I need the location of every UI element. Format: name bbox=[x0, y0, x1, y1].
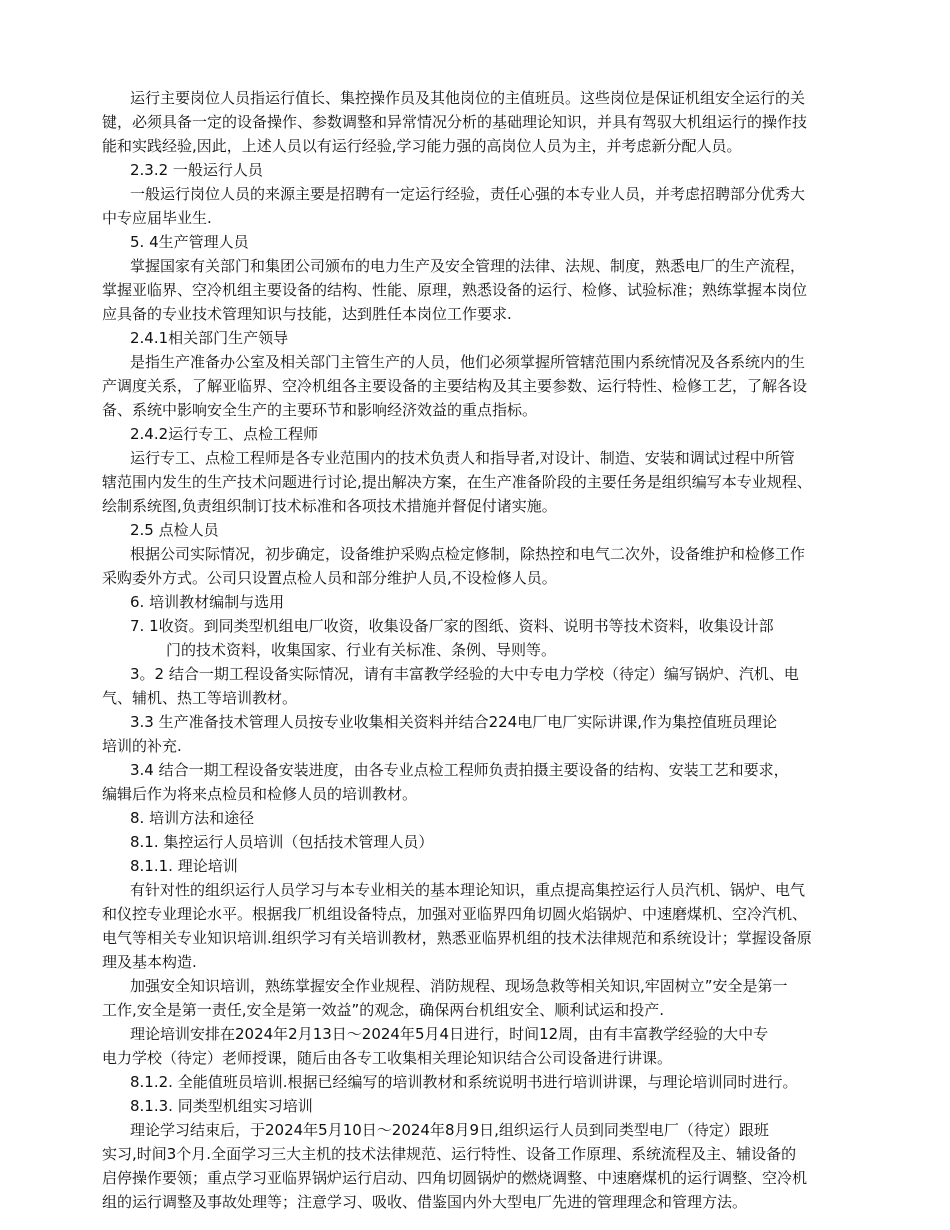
text-line: 产调度关系，了解亚临界、空冷机组各主要设备的主要结构及其主要参数、运行特性、检修工艺，了解各设 bbox=[102, 377, 808, 395]
text-line: 7. 1收资。到同类型机组电厂收资，收集设备厂家的图纸、资料、说明书等技术资料，收集设计部 bbox=[130, 617, 774, 635]
document-page bbox=[102, 86, 862, 1214]
text-line: 3。2 结合一期工程设备实际情况，请有丰富教学经验的大中专电力学校（待定）编写锅炉、汽机、电 bbox=[130, 665, 799, 683]
text-line: 8. 培训方法和途径 bbox=[130, 809, 255, 827]
text-line: 掌握国家有关部门和集团公司颁布的电力生产及安全管理的法律、法规、制度，熟悉电厂的生产流程， bbox=[130, 257, 806, 275]
text-line: 电气等相关专业知识培训.组织学习有关培训教材，熟悉亚临界机组的技术法律规范和系统设计；掌握设备原 bbox=[102, 929, 812, 947]
text-line: 气、辅机、热工等培训教材。 bbox=[102, 689, 298, 707]
text-line: 组的运行调整及事故处理等；注意学习、吸收、借鉴国内外大型电厂先进的管理理念和管理方法。 bbox=[102, 1193, 748, 1211]
text-line: 编辑后作为将来点检员和检修人员的培训教材。 bbox=[102, 785, 418, 803]
text-line: 能和实践经验,因此，上述人员以有运行经验,学习能力强的高岗位人员为主，并考虑新分配人员。 bbox=[102, 137, 742, 155]
text-line: 加强安全知识培训，熟练掌握安全作业规程、消防规程、现场急救等相关知识,牢固树立”安全是第一 bbox=[130, 977, 788, 995]
text-line: 辖范围内发生的生产技术问题进行讨论,提出解决方案，在生产准备阶段的主要任务是组织编写本专业规程、 bbox=[102, 473, 812, 491]
text-line: 掌握亚临界、空冷机组主要设备的结构、性能、原理，熟悉设备的运行、检修、试验标准；熟练掌握本岗位 bbox=[102, 281, 808, 299]
text-line: 电力学校（待定）老师授课，随后由各专工收集相关理论知识结合公司设备进行讲课。 bbox=[102, 1049, 673, 1067]
text-line: 采购委外方式。公司只设置点检人员和部分维护人员,不设检修人员。 bbox=[102, 569, 557, 587]
text-line: 2.5 点检人员 bbox=[130, 521, 219, 539]
text-line: 8.1.2. 全能值班员培训.根据已经编写的培训教材和系统说明书进行培训讲课，与理论培训同时进行。 bbox=[130, 1073, 798, 1091]
text-line: 8.1. 集控运行人员培训（包括技术管理人员） bbox=[130, 833, 434, 851]
text-line: 一般运行岗位人员的来源主要是招聘有一定运行经验，责任心强的本专业人员，并考虑招聘部分优秀大 bbox=[130, 185, 806, 203]
text-line: 2.3.2 一般运行人员 bbox=[130, 161, 263, 179]
text-line: 5. 4生产管理人员 bbox=[130, 233, 249, 251]
text-line: 根据公司实际情况，初步确定，设备维护采购点检定修制，除热控和电气二次外，设备维护和检修工作 bbox=[130, 545, 806, 563]
text-line: 理及基本构造. bbox=[102, 953, 197, 971]
text-line: 理论培训安排在2024年2月13日～2024年5月4日进行，时间12周，由有丰富教学经验的大中专 bbox=[130, 1025, 769, 1043]
text-line: 和仪控专业理论水平。根据我厂机组设备特点，加强对亚临界四角切圆火焰锅炉、中速磨煤机、空冷汽机、 bbox=[102, 905, 808, 923]
text-line: 理论学习结束后，于2024年5月10日～2024年8月9日,组织运行人员到同类型电厂（待定）跟班 bbox=[130, 1121, 769, 1139]
text-line: 启停操作要领；重点学习亚临界锅炉运行启动、四角切圆锅炉的燃烧调整、中速磨煤机的运行调整、空冷机 bbox=[102, 1169, 808, 1187]
text-line: 绘制系统图,负责组织制订技术标准和各项技术措施并督促付诸实施。 bbox=[102, 497, 557, 515]
text-line: 备、系统中影响安全生产的主要环节和影响经济效益的重点指标。 bbox=[102, 401, 538, 419]
text-line: 3.3 生产准备技术管理人员按专业收集相关资料并结合224电厂电厂实际讲课,作为集控值班员理论 bbox=[130, 713, 778, 731]
text-line: 6. 培训教材编制与选用 bbox=[130, 593, 285, 611]
text-line: 运行主要岗位人员指运行值长、集控操作员及其他岗位的主值班员。这些岗位是保证机组安全运行的关 bbox=[130, 89, 806, 107]
text-line: 实习,时间3个月.全面学习三大主机的技术法律规范、运行特性、设备工作原理、系统流程及主、辅设备的 bbox=[102, 1145, 797, 1163]
text-line: 运行专工、点检工程师是各专业范围内的技术负责人和指导者,对设计、制造、安装和调试过程中所管 bbox=[130, 449, 795, 467]
text-line: 3.4 结合一期工程设备安装进度，由各专业点检工程师负责拍摄主要设备的结构、安装工艺和要求， bbox=[130, 761, 789, 779]
text-line: 门的技术资料，收集国家、行业有关标准、条例、导则等。 bbox=[166, 641, 557, 659]
text-line: 有针对性的组织运行人员学习与本专业相关的基本理论知识，重点提高集控运行人员汽机、锅炉、电气 bbox=[130, 881, 806, 899]
text-line: 培训的补充. bbox=[102, 737, 182, 755]
text-line: 8.1.1. 理论培训 bbox=[130, 857, 238, 875]
text-line: 2.4.1相关部门生产领导 bbox=[130, 329, 289, 347]
text-line: 工作,安全是第一责任,安全是第一效益”的观念，确保两台机组安全、顺利试运和投产. bbox=[102, 1001, 665, 1019]
text-line: 2.4.2运行专工、点检工程师 bbox=[130, 425, 319, 443]
text-line: 8.1.3. 同类型机组实习培训 bbox=[130, 1097, 313, 1115]
text-line: 是指生产准备办公室及相关部门主管生产的人员，他们必须掌握所管辖范围内系统情况及各系统内的生 bbox=[130, 353, 806, 371]
text-line: 中专应届毕业生. bbox=[102, 209, 212, 227]
text-line: 键，必须具备一定的设备操作、参数调整和异常情况分析的基础理论知识，并具有驾驭大机组运行的操作技 bbox=[102, 113, 808, 131]
text-line: 应具备的专业技术管理知识与技能，达到胜任本岗位工作要求. bbox=[102, 305, 512, 323]
